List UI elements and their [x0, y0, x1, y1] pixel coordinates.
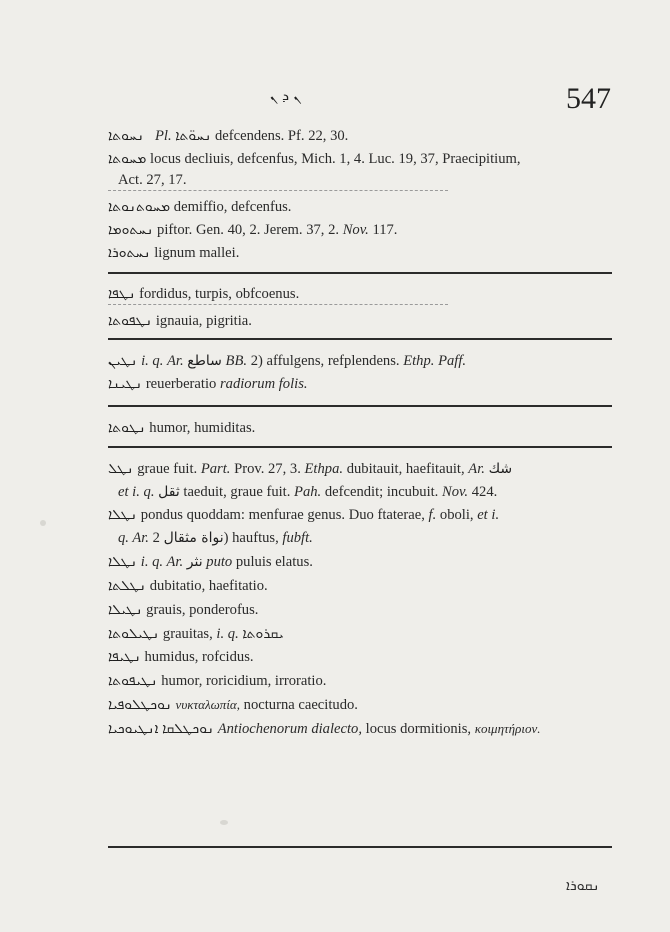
- definition: reuerberatio: [145, 376, 217, 392]
- definition: puluis elatus.: [235, 554, 313, 570]
- definition: dubitatio, haefitatio.: [149, 578, 268, 594]
- arabic-word: نثر: [186, 554, 203, 570]
- greek-word: νυκταλωπία,: [175, 697, 241, 712]
- syriac-headword: ܢܛܦܐ: [108, 286, 136, 302]
- definition-italic: puto: [206, 554, 233, 570]
- entry: [108, 625, 284, 643]
- arabic-word: شك: [488, 461, 513, 477]
- abbrev: i. q.: [141, 353, 164, 369]
- syriac-synonym: ܝܩܪܘܬܐ: [242, 626, 284, 642]
- syriac-headword: ܢܛܦܘܬܐ: [108, 313, 153, 329]
- syriac-headword: ܢܚܬܘܪܐ: [108, 245, 151, 261]
- abbrev: f.: [428, 507, 437, 523]
- abbrev-arabic: i. q. Ar.: [140, 554, 184, 570]
- paper-spot: [40, 520, 46, 526]
- definition: nocturna caecitudo.: [243, 697, 358, 713]
- definition: grauitas,: [162, 626, 213, 642]
- entry: [108, 648, 254, 666]
- definition: pondus quoddam: menfurae genus. Duo ftaterae,: [140, 507, 425, 523]
- definition-italic: radiorum folis.: [219, 376, 308, 392]
- syriac-headword: ܢܛܠܐ: [108, 507, 138, 523]
- entry: [108, 460, 512, 478]
- definition: locus dormitionis,: [365, 721, 472, 737]
- syriac-headword: ܡܚܘܬܐ: [108, 151, 147, 167]
- entry: [108, 696, 358, 714]
- arabic-word: ثقل: [158, 484, 180, 500]
- syriac-headword: ܢܛܝܦܘܬܐ: [108, 673, 158, 689]
- syriac-headword: ܢܛܝܠܘܬܐ: [108, 626, 160, 642]
- entry: [108, 419, 255, 437]
- entry-continuation: [118, 171, 187, 189]
- reference-number: 117.: [372, 222, 398, 238]
- definition-italic: Antiochenorum dialecto,: [217, 721, 362, 737]
- syriac-headword: ܢܛܝܢܐ: [108, 376, 143, 392]
- abbrev: et i. q.: [118, 484, 155, 500]
- entry-continuation: [118, 529, 313, 547]
- definition: lignum mallei.: [154, 245, 240, 261]
- definition: graue fuit.: [137, 461, 198, 477]
- syriac-headword: ܢܚܬܘܡܐ: [108, 222, 154, 238]
- definition: humor, humiditas.: [149, 420, 256, 436]
- abbrev-arabic: Ar.: [167, 353, 184, 369]
- abbrev: et i.: [477, 507, 500, 523]
- stem-label: Pah.: [294, 484, 322, 500]
- syriac-headword: ܢܛܝܦܐ: [108, 649, 141, 665]
- entry: [108, 198, 291, 216]
- catchword: ܢܩܘܪܐ: [566, 878, 600, 894]
- syriac-headword: ܢܚܘܬܐ: [108, 128, 145, 144]
- definition: taeduit, graue fuit.: [183, 484, 291, 500]
- entry: [108, 352, 466, 370]
- entry: [108, 285, 299, 303]
- arabic-word: نواة مثقال: [163, 530, 224, 546]
- syriac-headword: ܡܚܘܬܢܘܬܐ: [108, 199, 171, 215]
- paper-spot: [220, 820, 228, 825]
- syriac-headword: ܢܛܘܬܐ: [108, 420, 146, 436]
- faint-dashed-rule: [108, 304, 448, 305]
- definition: fordidus, turpis, obfcoenus.: [139, 286, 300, 302]
- definition: 2) hauftus,: [152, 530, 279, 546]
- entry: [108, 127, 348, 145]
- page-number: 547: [566, 82, 611, 115]
- stem-label: Part.: [200, 461, 231, 477]
- entry: [108, 553, 313, 571]
- arabic-word: ساطع: [187, 353, 222, 369]
- syriac-headword: ܢܘܟܛܠܘܦܝܐ: [108, 697, 172, 713]
- definition: ignauia, pigritia.: [155, 313, 252, 329]
- syriac-headword: ܢܛܠ: [108, 461, 134, 477]
- reference-abbrev: Nov.: [442, 484, 469, 500]
- definition: grauis, ponderofus.: [146, 602, 259, 618]
- entry: [108, 150, 521, 168]
- definition: 2) affulgens, refplendens.: [250, 353, 400, 369]
- abbrev: fubft.: [282, 530, 313, 546]
- reference: Prov. 27, 3.: [234, 461, 301, 477]
- greek-word: κοιμητήριον.: [474, 721, 541, 736]
- entry: [108, 601, 258, 619]
- entry: [108, 221, 397, 239]
- section-rule: [108, 846, 612, 848]
- entry: [108, 672, 326, 690]
- entry: [108, 312, 252, 330]
- reference-abbrev: Nov.: [342, 222, 369, 238]
- section-rule: [108, 338, 612, 340]
- syriac-headword: ܢܛܝܠܐ: [108, 602, 143, 618]
- syriac-headword: ܢܛܠܐ: [108, 554, 138, 570]
- entry: [108, 720, 541, 738]
- definition: humor, roricidium, irroratio.: [161, 673, 327, 689]
- definition: oboli,: [439, 507, 474, 523]
- definition: demiffio, defcenfus.: [173, 199, 292, 215]
- reference: Act. 27, 17.: [118, 172, 187, 188]
- source-abbrev: BB.: [225, 353, 248, 369]
- section-rule: [108, 446, 612, 448]
- definition: defcendit; incubuit.: [324, 484, 439, 500]
- abbrev-arabic: q. Ar.: [118, 530, 149, 546]
- definition: dubitauit, haefitauit,: [346, 461, 465, 477]
- section-rule: [108, 405, 612, 407]
- syriac-headword: ܢܘܟܛܠܩܐ: [162, 721, 215, 737]
- entry: [108, 577, 268, 595]
- reference-number: 424.: [471, 484, 498, 500]
- syriac-headword: ܢܛܝܢ: [108, 353, 138, 369]
- syriac-headword: ܢܛܠܬܐ: [108, 578, 147, 594]
- definition: humidus, rofcidus.: [144, 649, 254, 665]
- definition: defcendens. Pf. 22, 30.: [214, 128, 349, 144]
- abbrev: i. q.: [216, 626, 239, 642]
- definition: locus decliuis, defcenfus, Mich. 1, 4. Luc. 19, 37, Praecipitium,: [150, 151, 521, 167]
- definition: piftor. Gen. 40, 2. Jerem. 37, 2.: [157, 222, 340, 238]
- section-rule: [108, 272, 612, 274]
- syriac-word: ܐܢܛܝܘܟܝܐ: [108, 721, 159, 737]
- entry: [108, 244, 239, 262]
- plural-label: Pl.: [155, 128, 172, 144]
- entry: [108, 506, 499, 524]
- faint-dashed-rule: [108, 190, 448, 191]
- syriac-plural: ܢܚܘ̈ܬܐ: [175, 128, 212, 144]
- running-head: ܢ ܕ ܢ: [270, 88, 302, 104]
- entry: [108, 375, 308, 393]
- stem-label: Ethp. Paff.: [403, 353, 467, 369]
- abbrev-arabic: Ar.: [468, 461, 485, 477]
- stem-label: Ethpa.: [304, 461, 344, 477]
- entry-continuation: [118, 483, 497, 501]
